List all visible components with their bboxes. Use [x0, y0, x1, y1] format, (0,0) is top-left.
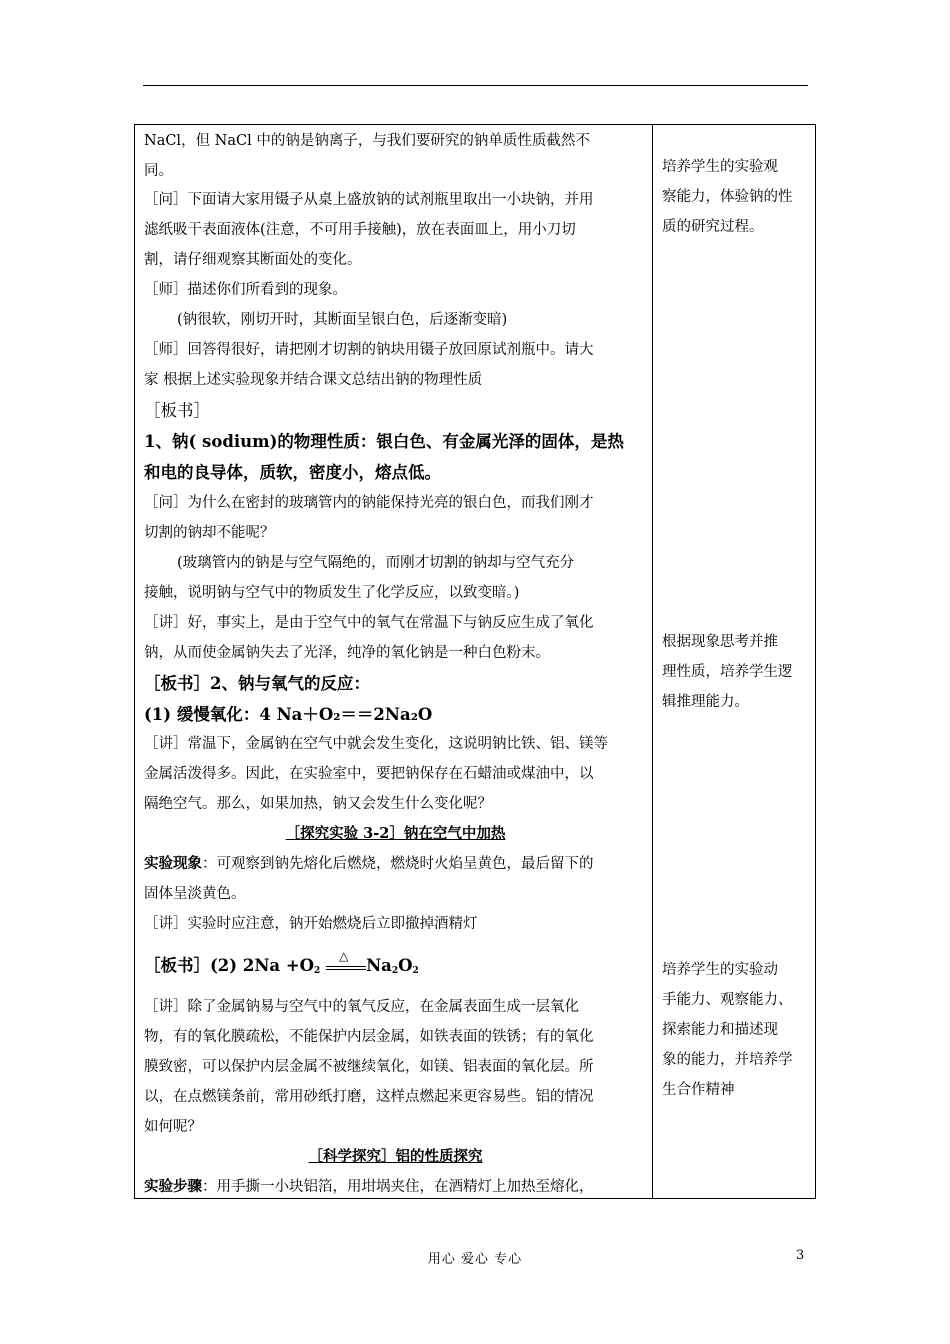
text-line: ［讲］好，事实上，是由于空气中的氧气在常温下与钠反应生成了氧化 [144, 615, 594, 631]
text-line: (玻璃管内的钠是与空气隔绝的，而刚才切割的钠却与空气充分 [177, 555, 575, 571]
experiment-title [144, 822, 647, 843]
equation-left: ［板书］(2) 2Na +O [144, 956, 315, 975]
text-line: 以，在点燃镁条前，常用砂纸打磨，这样点燃起来更容易些。铝的情况 [144, 1089, 594, 1105]
text-line: 同。 [144, 163, 173, 179]
note-line: 手能力、观察能力、 [662, 992, 793, 1008]
text-line: 膜致密，可以保护内层金属不被继续氧化，如镁、铝表面的氧化层。所 [144, 1059, 594, 1075]
text-line: 接触，说明钠与空气中的物质发生了化学反应，以致变暗。) [144, 585, 520, 601]
experiment-title-text: ［探究实验 3-2］钠在空气中加热 [285, 825, 506, 842]
text-line: 滤纸吸干表面液体(注意，不可用手接触)，放在表面皿上，用小刀切 [144, 222, 576, 238]
note-line: 察能力，体验钠的性 [662, 189, 793, 205]
footer-motto: 用心 爱心 专心 [427, 1252, 523, 1267]
label-steps: 实验步骤 [144, 1178, 202, 1195]
text-line [144, 852, 647, 873]
column-divider [652, 125, 653, 1198]
note-line: 根据现象思考并推 [662, 634, 778, 650]
text-line: 隔绝空气。那么，如果加热，钠又会发生什么变化呢？ [144, 796, 492, 812]
steps-text: ：用手撕一小块铝箔，用坩埚夹住，在酒精灯上加热至熔化， [202, 1179, 594, 1195]
inquiry-title-text: ［科学探究］铝的性质探究 [308, 1148, 483, 1165]
note-line: 象的能力，并培养学 [662, 1052, 793, 1068]
note-line: 质的研究过程。 [662, 219, 764, 235]
text-line: 如何呢？ [144, 1119, 202, 1135]
header-rule [143, 85, 808, 86]
note-line: 探索能力和描述现 [662, 1022, 778, 1038]
text-line: ［讲］除了金属钠易与空气中的氧气反应，在金属表面生成一层氧化 [144, 999, 579, 1015]
note-line: 辑推理能力。 [662, 694, 749, 710]
text-line: ［讲］实验时应注意，钠开始燃烧后立即撤掉酒精灯 [144, 916, 478, 932]
text-line: ［师］描述你们所看到的现象。 [144, 282, 347, 298]
text-line: (钠很软，刚切开时，其断面呈银白色，后逐渐变暗) [177, 312, 508, 328]
text-line: 金属活泼得多。因此，在实验室中，要把钠保存在石蜡油或煤油中，以 [144, 766, 594, 782]
page-number: 3 [796, 1248, 805, 1263]
note-line: 培养学生的实验动 [662, 962, 778, 978]
heat-arrow-icon [326, 952, 366, 972]
equation-product-o: O [398, 956, 413, 975]
equation-subscript: 2 [314, 966, 321, 976]
equation-subscript: 2 [391, 966, 399, 976]
text-line-bold: 和电的良导体，质软，密度小，熔点低。 [144, 463, 441, 482]
text-line: ［问］为什么在密封的玻璃管内的钠能保持光亮的银白色，而我们刚才 [144, 495, 594, 511]
inquiry-title [144, 1145, 647, 1166]
text-line [144, 1175, 647, 1196]
equation-product: Na [366, 956, 392, 975]
note-line: 理性质，培养学生逻 [662, 664, 793, 680]
text-line: 家 根据上述实验现象并结合课文总结出钠的物理性质 [144, 372, 483, 388]
equation-slow-oxidation: (1) 缓慢氧化：4 Na＋O₂＝＝2Na₂O [144, 705, 433, 724]
text-line: ［师］回答得很好，请把刚才切割的钠块用镊子放回原试剂瓶中。请大 [144, 342, 594, 358]
lesson-table [134, 124, 816, 1199]
text-line: 物，有的氧化膜疏松，不能保护内层金属，如铁表面的铁锈；有的氧化 [144, 1029, 594, 1045]
equation-subscript: 2 [412, 966, 419, 976]
blackboard-heading: ［板书］ [144, 401, 210, 420]
note-line: 生合作精神 [662, 1082, 735, 1098]
blackboard-heading: ［板书］2、钠与氧气的反应： [144, 674, 370, 693]
observation-text: ：可观察到钠先熔化后燃烧，燃烧时火焰呈黄色，最后留下的 [202, 856, 594, 872]
equation-heating [144, 952, 647, 976]
text-line: 固体呈淡黄色。 [144, 886, 246, 902]
heat-symbol: △ [339, 952, 349, 963]
note-line: 培养学生的实验观 [662, 159, 778, 175]
text-line: ［讲］常温下，金属钠在空气中就会发生变化，这说明钠比铁、铝、镁等 [144, 736, 608, 752]
text-line: 钠，从而使金属钠失去了光泽，纯净的氧化钠是一种白色粉末。 [144, 645, 550, 661]
text-line-bold: 1、钠( sodium)的物理性质：银白色、有金属光泽的固体，是热 [144, 432, 624, 451]
text-line: 切割的钠却不能呢？ [144, 525, 275, 541]
label-observation: 实验现象 [144, 855, 202, 872]
text-line: NaCl，但 NaCl 中的钠是钠离子，与我们要研究的钠单质性质截然不 [144, 133, 590, 149]
text-line: ［问］下面请大家用镊子从桌上盛放钠的试剂瓶里取出一小块钠，并用 [144, 192, 594, 208]
text-line: 割，请仔细观察其断面处的变化。 [144, 252, 362, 268]
